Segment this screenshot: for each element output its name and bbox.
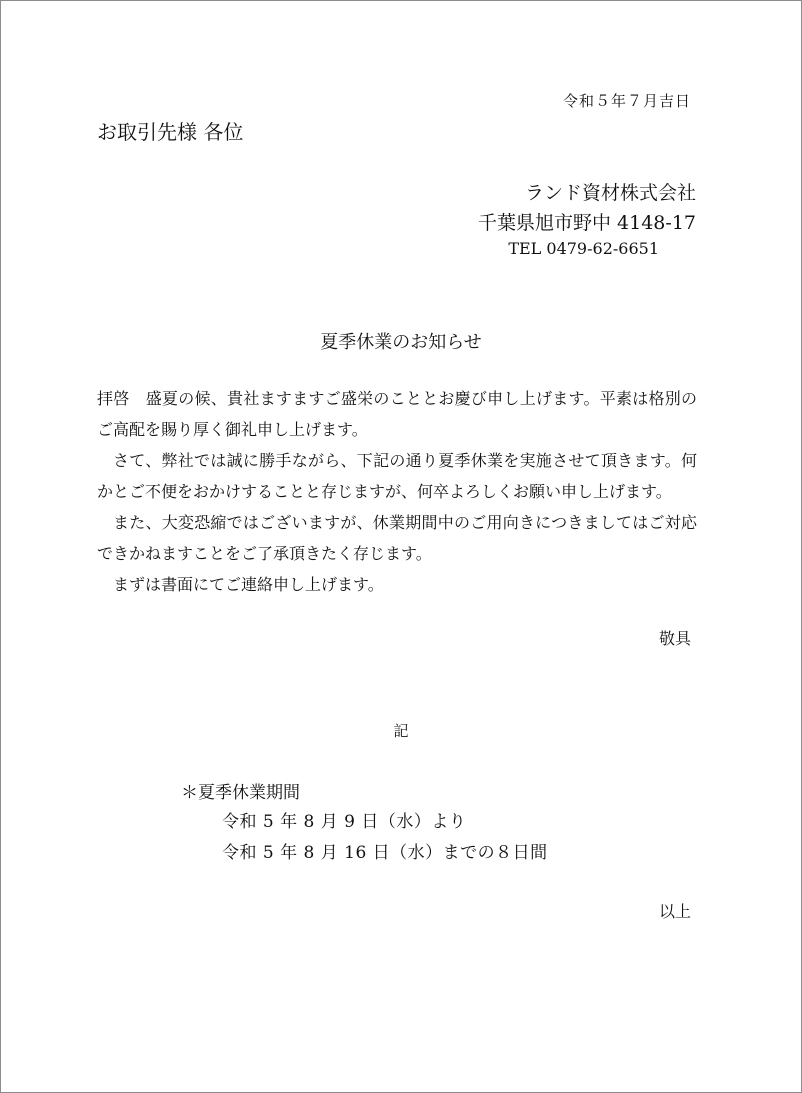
addressee: お取引先様 各位	[97, 120, 244, 144]
paragraph-closing-remark: まずは書面にてご連絡申し上げます。	[113, 575, 384, 594]
period-end: 令和 5 年 8 月 16 日（水）までの８日間	[222, 843, 548, 863]
notice-title: 夏季休業のお知らせ	[320, 332, 482, 353]
ki-mark: 記	[393, 722, 409, 740]
paragraph-apology: また、大変恐縮ではございますが、休業期間中のご用向きにつきましてはご対応できかねますことをご了承頂きたく存じます。	[97, 513, 697, 563]
letter-body	[97, 383, 697, 600]
end-mark: 以上	[658, 902, 691, 921]
period-heading: ＊夏季休業期間	[181, 783, 300, 803]
period-start: 令和 5 年 8 月 9 日（水）より	[222, 812, 467, 832]
sender-company: ランド資材株式会社	[524, 182, 696, 204]
paragraph-announcement: さて、弊社では誠に勝手ながら、下記の通り夏季休業を実施させて頂きます。何かとご不便をおかけすることと存じますが、何卒よろしくお願い申し上げます。	[97, 451, 697, 501]
paragraph-greeting: 拝啓 盛夏の候、貴社ますますご盛栄のこととお慶び申し上げます。平素は格別のご高配を賜り厚く御礼申し上げます。	[97, 389, 697, 439]
closing-keigu: 敬具	[658, 629, 691, 648]
sender-address: 千葉県旭市野中 4148-17	[478, 212, 696, 234]
letter-date: 令和５年７月吉日	[562, 92, 691, 110]
sender-tel: TEL 0479-62-6651	[508, 239, 659, 258]
